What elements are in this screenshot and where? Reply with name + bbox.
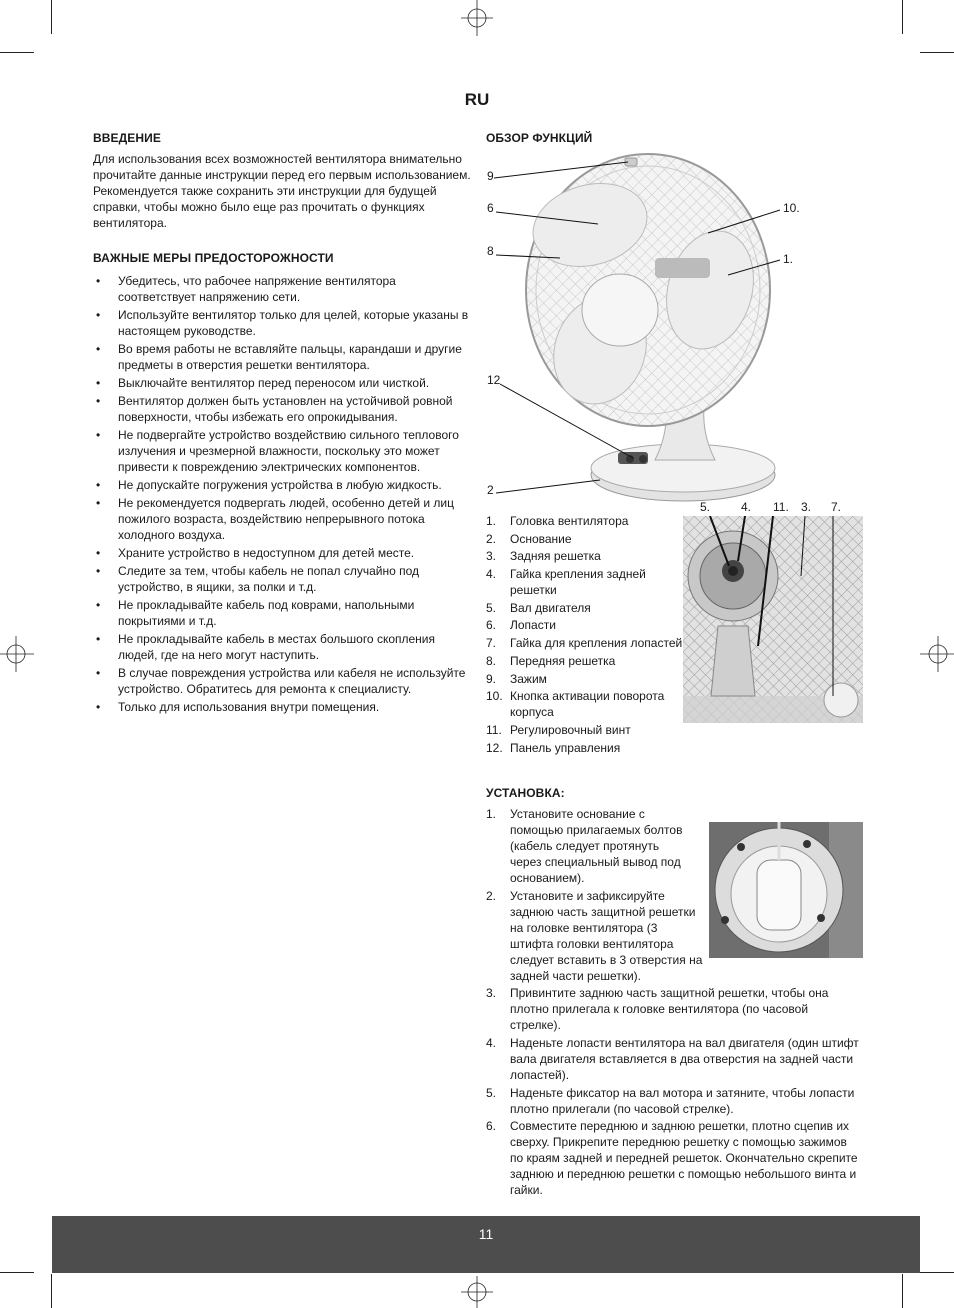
callout-12: 12 <box>487 373 501 387</box>
list-item: • Вентилятор должен быть установлен на устойчивой ровной поверхности, чтобы избежать его опрокидывания. <box>93 393 471 425</box>
crop-mark <box>902 1274 903 1308</box>
callout-1: 1. <box>783 252 794 266</box>
list-item: 9. Зажим <box>486 671 547 686</box>
list-item: • Выключайте вентилятор перед переносом или чисткой. <box>93 375 471 391</box>
registration-mark-left <box>0 634 36 674</box>
registration-mark-right <box>918 634 954 674</box>
crop-mark <box>0 1272 34 1273</box>
callout-10: 10. <box>783 201 800 215</box>
page-number: 11 <box>478 1226 494 1242</box>
list-item: • Не прокладывайте кабель в местах большого скопления людей, где на него могут наступить. <box>93 631 471 663</box>
detail-callout-7: 7. <box>831 500 842 514</box>
list-item: 8. Передняя решетка <box>486 653 616 668</box>
list-item: 6. Лопасти <box>486 618 556 633</box>
list-item: 2. Основание <box>486 531 572 546</box>
parts-list <box>486 513 686 757</box>
list-item: 4. Наденьте лопасти вентилятора на вал двигателя (один штифт вала двигателя вставляется в два отверстия на задней части лопастей). <box>486 1036 859 1083</box>
crop-mark <box>51 0 52 34</box>
registration-mark-top <box>457 0 497 40</box>
list-item: 7. Гайка для крепления лопастей <box>486 636 683 651</box>
list-item: 12. Панель управления <box>486 740 621 755</box>
list-item: • Не допускайте погружения устройства в любую жидкость. <box>93 477 471 493</box>
list-item: • Только для использования внутри помещения. <box>93 699 471 715</box>
detail-callout-11: 11. <box>773 500 789 514</box>
overview-title: ОБЗОР ФУНКЦИЙ <box>486 131 593 145</box>
list-item: 5. Наденьте фиксатор на вал мотора и затяните, чтобы лопасти плотно прилегали (по часовой стрелке). <box>486 1085 855 1116</box>
detail-callout-5: 5. <box>700 500 711 514</box>
list-item: • Не подвергайте устройство воздействию сильного теплового излучения и чрезмерной влажности, поскольку это может привести к повреждению электрических компонентов. <box>93 427 471 475</box>
safety-list <box>93 273 471 715</box>
callout-8: 8 <box>487 244 494 258</box>
list-item: 6. Совместите переднюю и заднюю решетки, плотно сцепив их сверху. Прикрепите переднюю решетку с помощью зажимов по краям задней и передней решеток. Окончательно скрепите заднюю и переднюю решетки с помощью небольшого винта и гайки. <box>486 1119 858 1198</box>
callout-6: 6 <box>487 201 494 215</box>
list-item: • Убедитесь, что рабочее напряжение вентилятора соответствует напряжению сети. <box>93 273 471 305</box>
list-item: 2. Установите и зафиксируйте заднюю часть защитной решетки на головке вентилятора (3 штифта головки вентилятора следует вставить в 3 отверстия на задней части решетки). <box>486 888 703 983</box>
list-item: • Используйте вентилятор только для целей, которые указаны в настоящем руководстве. <box>93 307 471 339</box>
intro-paragraph-1: Для использования всех возможностей вентилятора внимательно прочитайте данные инструкции перед его первым использованием. <box>93 152 471 182</box>
list-item: • Во время работы не вставляйте пальцы, карандаши и другие предметы в отверстия решетки вентилятора. <box>93 341 471 373</box>
fan-illustration <box>480 150 810 510</box>
crop-mark <box>920 52 954 53</box>
left-column <box>93 131 471 717</box>
callout-2: 2 <box>487 483 494 497</box>
list-item: • Следите за тем, чтобы кабель не попал случайно под устройство, в ящики, за полки и т.д. <box>93 563 471 595</box>
list-item: • Не прокладывайте кабель под коврами, напольными покрытиями и т.д. <box>93 597 471 629</box>
list-item: 1. Установите основание с помощью прилагаемых болтов (кабель следует протянуть через специальный вывод под основанием). <box>486 807 683 885</box>
install-title: УСТАНОВКА: <box>486 786 565 800</box>
crop-mark <box>902 0 903 34</box>
page-footer <box>52 1216 920 1273</box>
list-item: • Не рекомендуется подвергать людей, особенно детей и лиц пожилого возраста, воздействию непрерывного потока холодного воздуха. <box>93 495 471 543</box>
list-item: • В случае повреждения устройства или кабеля не используйте устройство. Обратитесь для ремонта к специалисту. <box>93 665 471 697</box>
crop-mark <box>0 52 34 53</box>
list-item: • Храните устройство в недоступном для детей месте. <box>93 545 471 561</box>
crop-mark <box>51 1274 52 1308</box>
install-steps <box>486 806 861 1200</box>
safety-title: ВАЖНЫЕ МЕРЫ ПРЕДОСТОРОЖНОСТИ <box>93 251 334 265</box>
crop-mark <box>920 1272 954 1273</box>
detail-callout-3: 3. <box>801 500 812 514</box>
motor-detail-photo <box>683 516 863 723</box>
list-item: 10. Кнопка активации поворота корпуса <box>486 689 665 720</box>
list-item: 3. Привинтите заднюю часть защитной решетки, чтобы она плотно прилегала к головке вентилятора (по часовой стрелке). <box>486 986 829 1033</box>
list-item: 3. Задняя решетка <box>486 549 601 564</box>
intro-title: ВВЕДЕНИЕ <box>93 131 161 145</box>
list-item: 4. Гайка крепления задней решетки <box>486 567 646 598</box>
registration-mark-bottom <box>457 1276 497 1308</box>
callout-9: 9 <box>487 169 494 183</box>
detail-callout-4: 4. <box>741 500 752 514</box>
intro-paragraph-2: Рекомендуется также сохранить эти инструкции для будущей справки, чтобы можно было еще раз прочитать о функциях вентилятора. <box>93 184 437 230</box>
list-item: 5. Вал двигателя <box>486 600 591 615</box>
list-item: 1. Головка вентилятора <box>486 514 629 528</box>
list-item: 11. Регулировочный винт <box>486 722 631 737</box>
language-heading: RU <box>464 90 490 109</box>
